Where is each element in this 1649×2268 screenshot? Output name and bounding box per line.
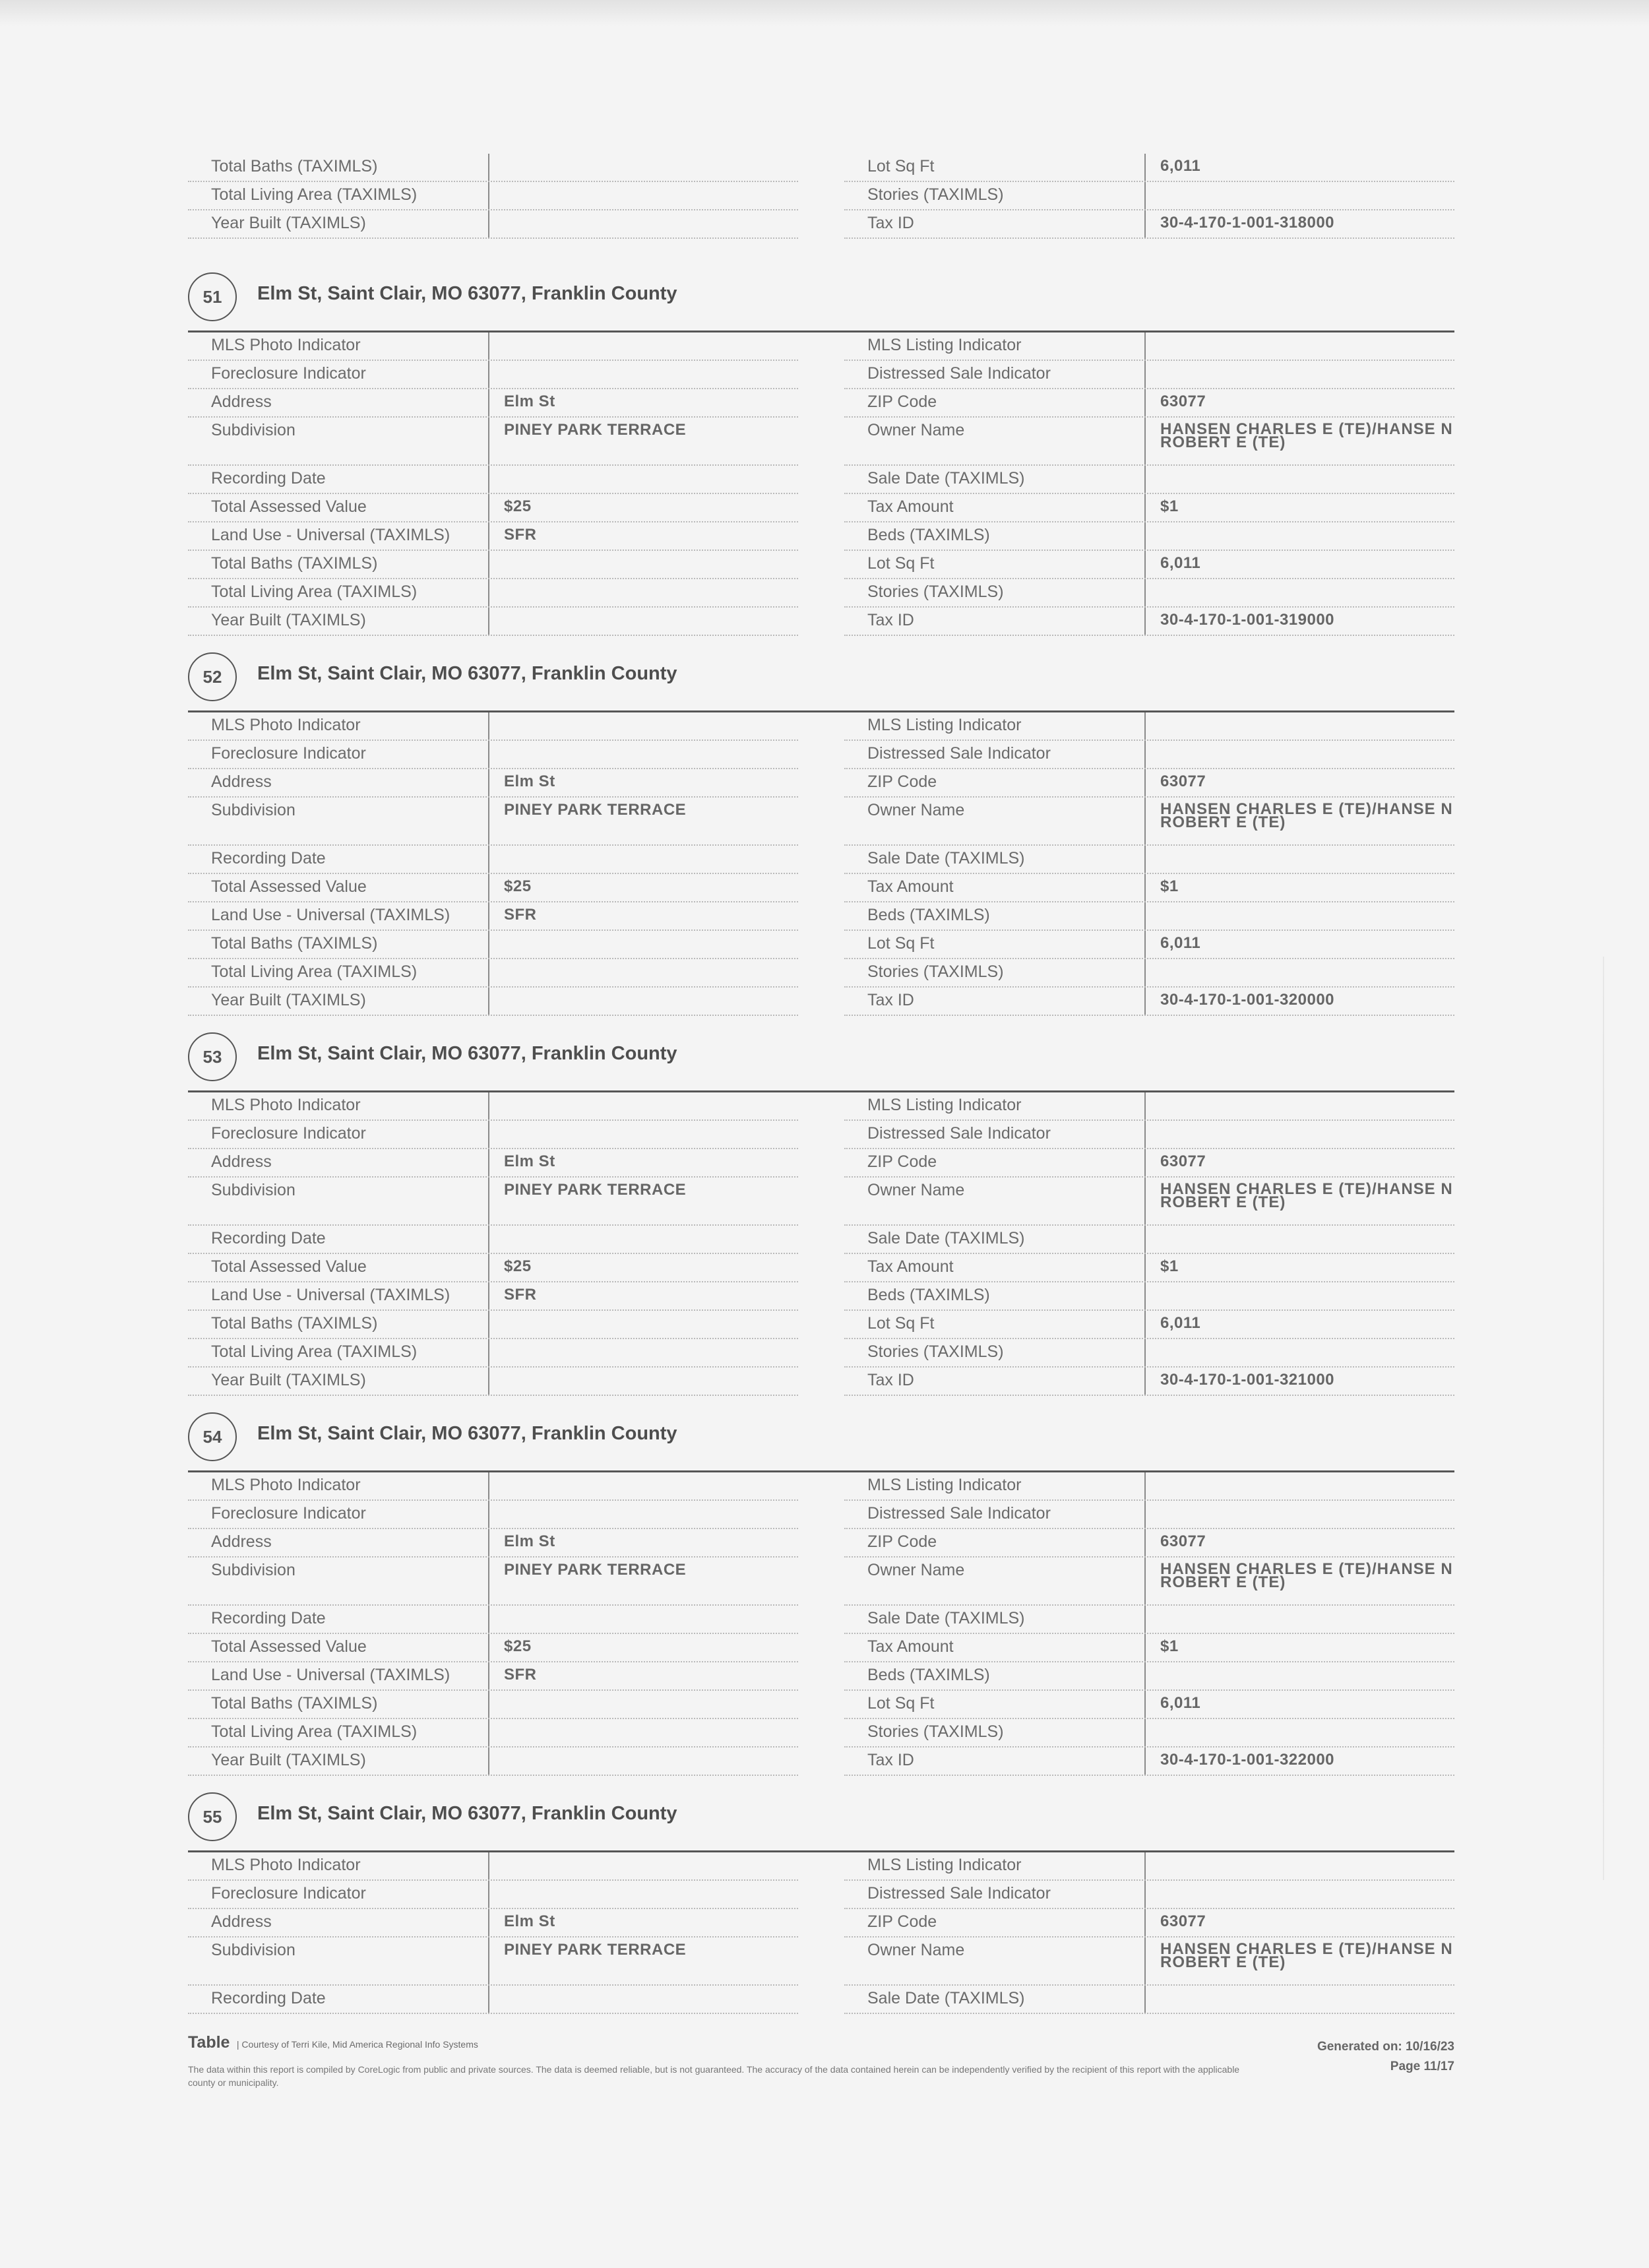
record-table — [188, 1470, 1454, 1769]
field-label: Total Living Area (TAXIMLS) — [211, 185, 418, 204]
field-value — [488, 959, 798, 986]
field-label: Tax ID — [867, 611, 914, 629]
field-value — [488, 1881, 798, 1908]
field-value — [488, 1226, 798, 1253]
field-value — [488, 551, 798, 578]
field-value: 6,011 — [1144, 1311, 1454, 1338]
field-value — [488, 1852, 798, 1879]
field-label: Address — [211, 1532, 272, 1551]
field-value — [1144, 1662, 1454, 1689]
right-column — [844, 1092, 1454, 1396]
field-value — [1144, 361, 1454, 388]
field-label: Foreclosure Indicator — [211, 1884, 366, 1903]
field-value — [1144, 846, 1454, 873]
owner-name-value: HANSEN CHARLES E (TE)/HANSE N ROBERT E (TE) — [1144, 1178, 1454, 1224]
field-value: PINEY PARK TERRACE — [488, 1937, 798, 1984]
field-label: Total Assessed Value — [211, 1257, 367, 1276]
field-value — [488, 712, 798, 740]
field-value: 63077 — [1144, 1529, 1454, 1556]
field-value: 6,011 — [1144, 931, 1454, 958]
field-value: Elm St — [488, 389, 798, 416]
field-label: MLS Photo Indicator — [211, 716, 361, 734]
field-value — [1144, 1092, 1454, 1119]
fragment-left-column — [188, 154, 798, 239]
fragment-right-column — [844, 154, 1454, 239]
field-value — [1144, 1472, 1454, 1499]
right-column — [844, 712, 1454, 1016]
right-column — [844, 1472, 1454, 1776]
record-number-badge: 53 — [188, 1032, 237, 1081]
field-label: Tax Amount — [867, 1637, 954, 1656]
field-label: Tax Amount — [867, 1257, 954, 1276]
field-value: Elm St — [488, 1149, 798, 1176]
field-value — [488, 579, 798, 606]
field-label: Owner Name — [867, 1181, 965, 1199]
field-label: Beds (TAXIMLS) — [867, 1666, 990, 1684]
field-value — [488, 608, 798, 635]
field-label: Stories (TAXIMLS) — [867, 962, 1004, 981]
field-value — [488, 931, 798, 958]
field-label: Owner Name — [867, 801, 965, 819]
field-label: Subdivision — [211, 1561, 296, 1579]
field-value — [1144, 1121, 1454, 1148]
field-label: Total Baths (TAXIMLS) — [211, 554, 378, 573]
field-value — [1144, 1852, 1454, 1879]
record-number-badge: 54 — [188, 1412, 237, 1461]
page-number: Page 11/17 — [1390, 2060, 1454, 2073]
field-value: PINEY PARK TERRACE — [488, 1178, 798, 1224]
field-label: Tax ID — [867, 214, 914, 232]
field-value — [488, 1691, 798, 1718]
field-value — [488, 1748, 798, 1775]
field-value — [488, 332, 798, 360]
owner-name-value: HANSEN CHARLES E (TE)/HANSE N ROBERT E (TE) — [1144, 1558, 1454, 1604]
field-value — [1144, 1226, 1454, 1253]
field-value: 30-4-170-1-001-322000 — [1144, 1748, 1454, 1775]
field-label: Recording Date — [211, 849, 326, 867]
field-label: MLS Listing Indicator — [867, 336, 1022, 354]
field-value — [488, 1121, 798, 1148]
field-label: Address — [211, 1152, 272, 1171]
field-value: PINEY PARK TERRACE — [488, 798, 798, 844]
field-label: ZIP Code — [867, 393, 937, 411]
left-column — [188, 1852, 798, 2014]
record-table — [188, 1850, 1454, 2014]
field-label: Distressed Sale Indicator — [867, 1124, 1051, 1143]
field-value — [488, 154, 798, 181]
field-value — [488, 846, 798, 873]
field-value: 6,011 — [1144, 551, 1454, 578]
field-label: Subdivision — [211, 1941, 296, 1959]
record-number-badge: 52 — [188, 652, 237, 701]
owner-name-value: HANSEN CHARLES E (TE)/HANSE N ROBERT E (TE) — [1144, 1937, 1454, 1984]
field-label: Beds (TAXIMLS) — [867, 526, 990, 544]
scan-shade — [0, 0, 1649, 26]
field-label: Total Assessed Value — [211, 877, 367, 896]
field-label: Total Baths (TAXIMLS) — [211, 934, 378, 953]
field-value — [1144, 1339, 1454, 1366]
field-label: ZIP Code — [867, 772, 937, 791]
field-label: Tax Amount — [867, 497, 954, 516]
owner-name-value: HANSEN CHARLES E (TE)/HANSE N ROBERT E (TE) — [1144, 798, 1454, 844]
field-label: Land Use - Universal (TAXIMLS) — [211, 1666, 451, 1684]
field-label: Total Baths (TAXIMLS) — [211, 1694, 378, 1713]
field-value: Elm St — [488, 1909, 798, 1936]
field-label: MLS Listing Indicator — [867, 1096, 1022, 1114]
property-record — [188, 1027, 1454, 1389]
field-value — [488, 361, 798, 388]
field-label: Sale Date (TAXIMLS) — [867, 849, 1025, 867]
field-value: 63077 — [1144, 769, 1454, 796]
field-label: Subdivision — [211, 801, 296, 819]
field-label: Total Baths (TAXIMLS) — [211, 157, 378, 175]
field-value — [1144, 1606, 1454, 1633]
field-label: Land Use - Universal (TAXIMLS) — [211, 1286, 451, 1304]
field-value — [488, 466, 798, 493]
field-value: 6,011 — [1144, 154, 1454, 181]
field-value: $25 — [488, 1634, 798, 1661]
record-table — [188, 710, 1454, 1009]
field-label: Sale Date (TAXIMLS) — [867, 469, 1025, 488]
field-value: $1 — [1144, 494, 1454, 521]
field-label: Lot Sq Ft — [867, 934, 935, 953]
field-label: Stories (TAXIMLS) — [867, 1722, 1004, 1741]
field-label: Tax Amount — [867, 877, 954, 896]
property-record — [188, 1787, 1454, 2014]
field-value — [488, 1368, 798, 1395]
field-label: Land Use - Universal (TAXIMLS) — [211, 906, 451, 924]
field-value: SFR — [488, 1662, 798, 1689]
field-value: 63077 — [1144, 1909, 1454, 1936]
record-number-badge: 55 — [188, 1792, 237, 1841]
field-label: MLS Listing Indicator — [867, 1476, 1022, 1494]
field-value — [1144, 1719, 1454, 1746]
field-label: Address — [211, 1912, 272, 1931]
field-value: $25 — [488, 874, 798, 901]
field-label: Beds (TAXIMLS) — [867, 1286, 990, 1304]
field-value — [488, 1719, 798, 1746]
field-value — [488, 1311, 798, 1338]
field-value — [1144, 1881, 1454, 1908]
field-value: 63077 — [1144, 1149, 1454, 1176]
field-label: Subdivision — [211, 1181, 296, 1199]
field-label: Total Living Area (TAXIMLS) — [211, 1342, 418, 1361]
field-label: Total Assessed Value — [211, 497, 367, 516]
field-value: Elm St — [488, 769, 798, 796]
field-label: Tax ID — [867, 1751, 914, 1769]
field-value: SFR — [488, 902, 798, 929]
field-label: Recording Date — [211, 1609, 326, 1627]
field-label: Distressed Sale Indicator — [867, 364, 1051, 383]
field-value: $25 — [488, 494, 798, 521]
footer-table-label: Table — [188, 2033, 230, 2052]
record-title: Elm St, Saint Clair, MO 63077, Franklin County — [257, 663, 677, 684]
field-label: Year Built (TAXIMLS) — [211, 1371, 366, 1389]
field-label: ZIP Code — [867, 1912, 937, 1931]
field-label: Stories (TAXIMLS) — [867, 583, 1004, 601]
record-table — [188, 1090, 1454, 1389]
field-value — [488, 1501, 798, 1528]
field-label: Owner Name — [867, 1941, 965, 1959]
field-value — [1144, 1501, 1454, 1528]
field-value: Elm St — [488, 1529, 798, 1556]
field-label: Address — [211, 772, 272, 791]
field-label: Foreclosure Indicator — [211, 744, 366, 763]
field-value — [488, 1472, 798, 1499]
field-value: $1 — [1144, 874, 1454, 901]
field-value — [1144, 741, 1454, 768]
field-value — [488, 1339, 798, 1366]
field-value — [1144, 332, 1454, 360]
field-value — [1144, 522, 1454, 550]
field-value — [488, 1606, 798, 1633]
record-number-badge: 51 — [188, 272, 237, 321]
field-label: Owner Name — [867, 421, 965, 439]
field-value: 6,011 — [1144, 1691, 1454, 1718]
field-label: Distressed Sale Indicator — [867, 1884, 1051, 1903]
field-value: 30-4-170-1-001-320000 — [1144, 988, 1454, 1015]
field-label: Lot Sq Ft — [867, 554, 935, 573]
field-label: MLS Photo Indicator — [211, 1856, 361, 1874]
field-value — [1144, 579, 1454, 606]
field-label: MLS Photo Indicator — [211, 336, 361, 354]
field-label: Sale Date (TAXIMLS) — [867, 1989, 1025, 2007]
field-value — [1144, 1986, 1454, 2013]
field-label: MLS Photo Indicator — [211, 1096, 361, 1114]
record-title: Elm St, Saint Clair, MO 63077, Franklin County — [257, 1043, 677, 1064]
scan-edge-line — [1603, 957, 1604, 1880]
owner-name-value: HANSEN CHARLES E (TE)/HANSE N ROBERT E (TE) — [1144, 418, 1454, 464]
right-column — [844, 332, 1454, 636]
field-label: Year Built (TAXIMLS) — [211, 611, 366, 629]
left-column — [188, 1472, 798, 1776]
field-label: Stories (TAXIMLS) — [867, 1342, 1004, 1361]
field-label: Distressed Sale Indicator — [867, 744, 1051, 763]
field-label: Owner Name — [867, 1561, 965, 1579]
left-column — [188, 712, 798, 1016]
field-value: PINEY PARK TERRACE — [488, 418, 798, 464]
property-record — [188, 647, 1454, 1009]
field-label: Distressed Sale Indicator — [867, 1504, 1051, 1523]
field-label: MLS Photo Indicator — [211, 1476, 361, 1494]
left-column — [188, 1092, 798, 1396]
field-label: Year Built (TAXIMLS) — [211, 1751, 366, 1769]
field-value: $1 — [1144, 1254, 1454, 1281]
field-label: Year Built (TAXIMLS) — [211, 214, 366, 232]
field-label: Tax ID — [867, 991, 914, 1009]
record-title: Elm St, Saint Clair, MO 63077, Franklin County — [257, 1803, 677, 1824]
field-label: Sale Date (TAXIMLS) — [867, 1229, 1025, 1247]
field-value — [1144, 182, 1454, 209]
field-label: Lot Sq Ft — [867, 1694, 935, 1713]
page-footer — [188, 2033, 1454, 2089]
field-label: MLS Listing Indicator — [867, 1856, 1022, 1874]
right-column — [844, 1852, 1454, 2014]
field-label: Year Built (TAXIMLS) — [211, 991, 366, 1009]
field-value — [1144, 902, 1454, 929]
field-label: Total Living Area (TAXIMLS) — [211, 583, 418, 601]
record-title: Elm St, Saint Clair, MO 63077, Franklin County — [257, 1423, 677, 1444]
record-title: Elm St, Saint Clair, MO 63077, Franklin County — [257, 283, 677, 304]
field-label: Recording Date — [211, 1989, 326, 2007]
property-record — [188, 267, 1454, 629]
field-label: Stories (TAXIMLS) — [867, 185, 1004, 204]
field-label: Address — [211, 393, 272, 411]
field-label: Recording Date — [211, 469, 326, 488]
field-value: 30-4-170-1-001-319000 — [1144, 608, 1454, 635]
field-label: Land Use - Universal (TAXIMLS) — [211, 526, 451, 544]
field-label: Beds (TAXIMLS) — [867, 906, 990, 924]
field-label: Total Living Area (TAXIMLS) — [211, 1722, 418, 1741]
field-label: Recording Date — [211, 1229, 326, 1247]
field-label: Sale Date (TAXIMLS) — [867, 1609, 1025, 1627]
field-label: Subdivision — [211, 421, 296, 439]
field-value — [488, 182, 798, 209]
field-label: Total Living Area (TAXIMLS) — [211, 962, 418, 981]
field-value: SFR — [488, 1282, 798, 1309]
record-50-fragment — [188, 154, 1454, 239]
field-value: 30-4-170-1-001-318000 — [1144, 210, 1454, 237]
field-label: Lot Sq Ft — [867, 157, 935, 175]
generated-date: Generated on: 10/16/23 — [1317, 2040, 1454, 2054]
field-label: ZIP Code — [867, 1532, 937, 1551]
field-value: SFR — [488, 522, 798, 550]
field-label: Tax ID — [867, 1371, 914, 1389]
field-value — [488, 741, 798, 768]
field-value — [488, 210, 798, 237]
field-value: $25 — [488, 1254, 798, 1281]
record-table — [188, 331, 1454, 629]
property-record — [188, 1407, 1454, 1769]
field-value: $1 — [1144, 1634, 1454, 1661]
field-label: Foreclosure Indicator — [211, 1504, 366, 1523]
field-label: Lot Sq Ft — [867, 1314, 935, 1333]
footer-meta — [1317, 2037, 1454, 2077]
field-value — [488, 1092, 798, 1119]
field-label: MLS Listing Indicator — [867, 716, 1022, 734]
left-column — [188, 332, 798, 636]
field-value — [1144, 466, 1454, 493]
field-label: Total Baths (TAXIMLS) — [211, 1314, 378, 1333]
field-label: Foreclosure Indicator — [211, 1124, 366, 1143]
field-value — [488, 988, 798, 1015]
field-value — [1144, 959, 1454, 986]
field-value — [1144, 712, 1454, 740]
footer-courtesy: | Courtesy of Terri Kile, Mid America Regional Info Systems — [236, 2039, 478, 2050]
field-label: Foreclosure Indicator — [211, 364, 366, 383]
field-label: ZIP Code — [867, 1152, 937, 1171]
field-value: PINEY PARK TERRACE — [488, 1558, 798, 1604]
field-value — [1144, 1282, 1454, 1309]
field-value — [488, 1986, 798, 2013]
field-value: 63077 — [1144, 389, 1454, 416]
field-value: 30-4-170-1-001-321000 — [1144, 1368, 1454, 1395]
footer-disclaimer: The data within this report is compiled by CoreLogic from public and private sources. The data is deemed reliable, but is not guaranteed. The accuracy of the data contained herein can be independently verified by the recipient of this report with the applicable county or municipality. — [188, 2064, 1240, 2088]
field-label: Total Assessed Value — [211, 1637, 367, 1656]
